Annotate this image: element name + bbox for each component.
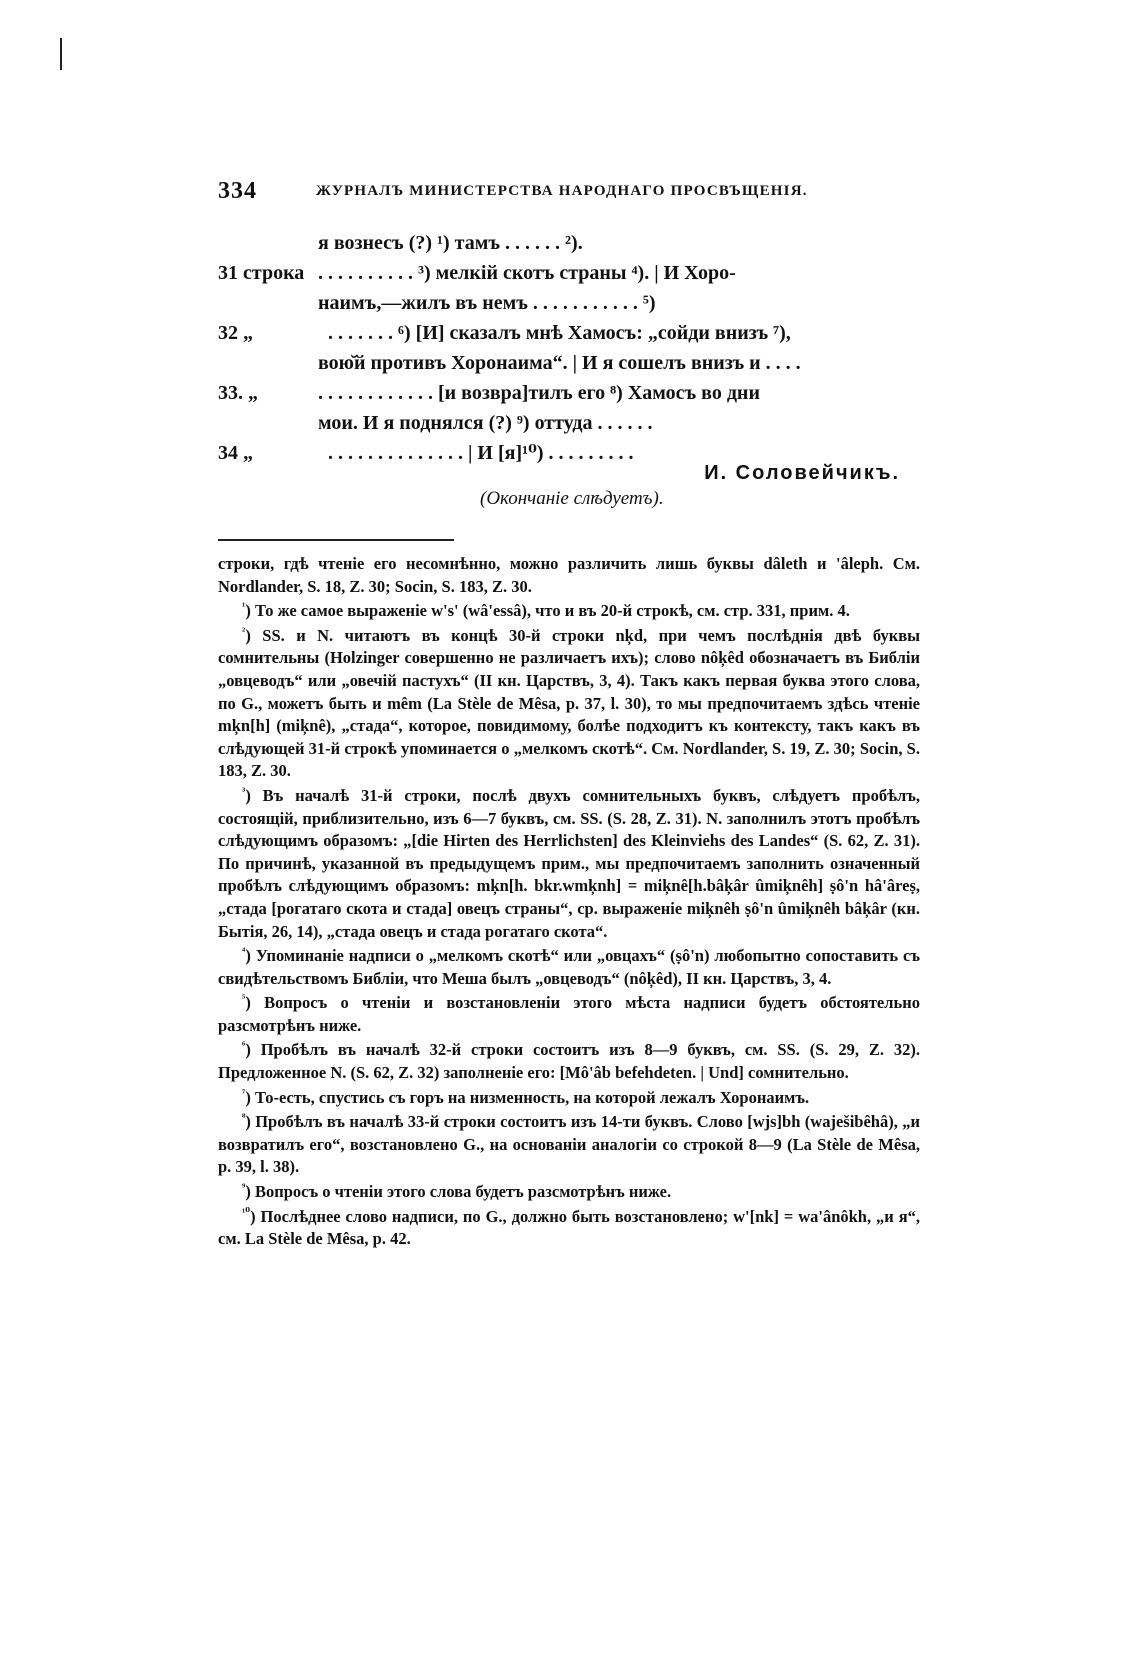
page-header xyxy=(218,178,908,212)
inscription-line xyxy=(218,318,918,348)
inscription-line xyxy=(218,378,918,408)
footnote-mark: ¹⁰ xyxy=(242,1206,251,1219)
inscription-line xyxy=(218,408,918,438)
footnote-mark: ⁶ xyxy=(242,1039,246,1052)
footnote-mark: ² xyxy=(242,625,246,638)
footnote: $^{^4}$) Упоминаніе надписи о „мелкомъ скотѣ“ или „овцахъ“ (ṣô'n) любопытно сопоставить съ свидѣтельствомъ Библіи, что Меша былъ „овцеводъ“ (nôķêd), II кн. Царствъ, 3, 4. xyxy=(218,945,921,988)
running-head: ЖУРНАЛЪ МИНИСТЕРСТВА НАРОДНАГО ПРОСВЪЩЕНІЯ. xyxy=(316,183,808,199)
footnote-mark: ⁵ xyxy=(242,992,246,1005)
inscription-line xyxy=(218,288,918,318)
footnote-mark: ⁴ xyxy=(242,945,246,958)
footnote-mark: ⁹ xyxy=(242,1181,246,1194)
scan-edge-mark xyxy=(60,38,62,70)
footnote-text: Въ началѣ 31-й строки, послѣ двухъ сомнительныхъ буквъ, слѣдуетъ пробѣлъ, состоящій, приблизительно, изъ 6—7 буквъ, см. SS. (S. 28, Z. 31). N. заполнилъ этотъ пробѣлъ слѣдующимъ образомъ: „[die Hirten des Herrlichsten] des Kleinviehs des Landes“ (S. 62, Z. 31). По причинѣ, указанной въ предыдущемъ прим., мы предпочитаемъ заполнить означенный пробѣлъ слѣдующимъ образомъ: mķn[h. bkr.wmķnh] = miķnê[h.bâķâr ûmiķnêh] ṣô'n hâ'âreṣ, „стада [рогатаго скота и стада] овецъ страны“, ср. выраженіе miķnêh ṣô'n ûmiķnêh bâķâr (кн. Бытія, 26, 14), „стада овецъ и стада рогатаго скота“. xyxy=(218,785,920,941)
footnote: $^{^1}$) То же самое выраженіе w's' (wâ'essâ), что и въ 20-й строкѣ, см. стр. 331, прим. 4. xyxy=(242,600,850,621)
footnote: $^{^{10}}$) Послѣднее слово надписи, по G., должно быть возстановлено; w'[nk] = wa'ânôkh, „и я“, см. La Stèle de Mêsa, p. 42. xyxy=(218,1206,920,1249)
author-signature: И. Соловейчикъ. xyxy=(704,462,900,484)
line-label: 33. „ xyxy=(218,382,258,404)
line-text: мои. И я поднялся (?) ⁹) оттуда . . . . . . xyxy=(318,412,653,434)
inscription-translation xyxy=(218,228,918,468)
footnote xyxy=(218,553,920,598)
line-text: . . . . . . . . . . ³) мелкій скотъ страны ⁴). | И Хоро- xyxy=(318,262,736,284)
footnote-text: Пробѣлъ въ началѣ 32-й строки состоитъ изъ 8—9 буквъ, см. SS. (S. 29, Z. 32). Предложенное N. (S. 62, Z. 32) заполненіе его: [Mô'âb befehdeten. | Und] сомнительно. xyxy=(218,1040,921,1083)
inscription-line xyxy=(218,348,918,378)
footnote-mark: ⁸ xyxy=(242,1111,246,1124)
line-text: . . . . . . . ⁶) [И] сказалъ мнѣ Хамосъ: „сойди внизъ ⁷), xyxy=(318,322,791,344)
line-text: наимъ,—жилъ въ немъ . . . . . . . . . . . ⁵) xyxy=(318,292,656,314)
footnote-text: Вопросъ о чтеніи этого слова будетъ разсмотрѣнъ ниже. xyxy=(254,1182,672,1202)
footnote-text: Вопросъ о чтеніи и возстановленіи этого мѣста надписи будетъ обстоятельно разсмотрѣнъ ниже. xyxy=(218,993,920,1035)
line-text: . . . . . . . . . . . . [и возвра]тилъ его ⁸) Хамосъ во дни xyxy=(318,382,760,404)
footnote: $^{^6}$) Пробѣлъ въ началѣ 32-й строки состоитъ изъ 8—9 буквъ, см. SS. (S. 29, Z. 32). Предложенное N. (S. 62, Z. 32) заполненіе его: [Mô'âb befehdeten. | Und] сомнительно. xyxy=(218,1039,921,1083)
footnote-text: строки, гдѣ чтеніе его несомнѣнно, можно различить лишь буквы dâleth и 'âleph. См. Nordlander, S. 18, Z. 30; Socin, S. 183, Z. 30. xyxy=(218,554,920,596)
footnote: $^{^7}$) То-есть, спустись съ горъ на низменность, на которой лежалъ Хоронаимъ. xyxy=(242,1087,810,1107)
footnote-text: SS. и N. читаютъ въ концѣ 30-й строки nķd, при чемъ послѣднія двѣ буквы сомнительны (Holzinger совершенно не различаетъ ихъ); слово nôķêd обозначаетъ въ Библіи „овцеводъ“ или „овечій пастухъ“ (II кн. Царствъ, 3, 4). Такъ какъ первая буква этого слова, по G., можетъ быть и mêm (La Stèle de Mêsa, p. 37, l. 30), то мы предпочитаемъ здѣсь чтеніе mķn[h] (miķnê), „стада“, которое, повидимому, болѣе подходитъ къ контексту, такъ какъ въ слѣдующей 31-й строкѣ упоминается о „мелкомъ скотѣ“. См. Nordlander, S. 19, Z. 30; Socin, S. 183, Z. 30. xyxy=(218,625,921,781)
page-number: 334 xyxy=(218,178,257,204)
footnote-text: То-есть, спустись съ горъ на низменность, на которой лежалъ Хоронаимъ. xyxy=(254,1087,810,1107)
footnote: $^{^8}$) Пробѣлъ въ началѣ 33-й строки состоитъ изъ 14-ти буквъ. Слово [wjs]bh (waješibêhâ), „и возвратилъ его“, возстановлено G., на основаніи аналогіи со строкой 8—9 (La Stèle de Mêsa, p. 39, l. 38). xyxy=(218,1111,920,1177)
inscription-line xyxy=(218,258,918,288)
continuation-note: (Окончаніе слѣдуетъ). xyxy=(480,488,664,509)
footnote-text: Пробѣлъ въ началѣ 33-й строки состоитъ изъ 14-ти буквъ. Слово [wjs]bh (waješibêhâ), „и возвратилъ его“, возстановлено G., на основаніи аналогіи со строкой 8—9 (La Stèle de Mêsa, p. 39, l. 38). xyxy=(218,1112,920,1177)
footnote-text: То же самое выраженіе w's' (wâ'essâ), что и въ 20-й строкѣ, см. стр. 331, прим. 4. xyxy=(254,601,850,621)
footnote: $^{^9}$) Вопросъ о чтеніи этого слова будетъ разсмотрѣнъ ниже. xyxy=(242,1181,672,1202)
footnotes xyxy=(218,553,920,1253)
line-label: 34 „ xyxy=(218,442,253,464)
footnote: $^{^3}$) Въ началѣ 31-й строки, послѣ двухъ сомнительныхъ буквъ, слѣдуетъ пробѣлъ, состоящій, приблизительно, изъ 6—7 буквъ, см. SS. (S. 28, Z. 31). N. заполнилъ этотъ пробѣлъ слѣдующимъ образомъ: „[die Hirten des Herrlichsten] des Kleinviehs des Landes“ (S. 62, Z. 31). По причинѣ, указанной въ предыдущемъ прим., мы предпочитаемъ заполнить означенный пробѣлъ слѣдующимъ образомъ: mķn[h. bkr.wmķnh] = miķnê[h.bâķâr ûmiķnêh] ṣô'n hâ'âreṣ, „стада [рогатаго скота и стада] овецъ страны“, ср. выраженіе miķnêh ṣô'n ûmiķnêh bâķâr (кн. Бытія, 26, 14), „стада овецъ и стада рогатаго скота“. xyxy=(218,785,920,941)
line-text: вою̆й противъ Хоронаима“. | И я сошелъ внизъ и . . . . xyxy=(318,352,801,374)
footnote-divider xyxy=(218,539,454,541)
footnote-text: Упоминаніе надписи о „мелкомъ скотѣ“ или „овцахъ“ (ṣô'n) любопытно сопоставить съ свидѣтельствомъ Библіи, что Меша былъ „овцеводъ“ (nôķêd), II кн. Царствъ, 3, 4. xyxy=(218,946,921,988)
footnote: $^{^5}$) Вопросъ о чтеніи и возстановленіи этого мѣста надписи будетъ обстоятельно разсмотрѣнъ ниже. xyxy=(218,992,920,1035)
line-label: 31 строка xyxy=(218,262,305,284)
line-text: я вознесъ (?) ¹) тамъ . . . . . . ²). xyxy=(318,232,583,254)
footnote-text: Послѣднее слово надписи, по G., должно быть возстановлено; w'[nk] = wa'ânôkh, „и я“, см. La Stèle de Mêsa, p. 42. xyxy=(218,1206,920,1249)
footnote-mark: ¹ xyxy=(242,600,246,613)
footnote-mark: ⁷ xyxy=(242,1087,246,1100)
line-label: 32 „ xyxy=(218,322,253,344)
inscription-line xyxy=(218,228,918,258)
footnote-mark: ³ xyxy=(242,785,246,798)
line-text: . . . . . . . . . . . . . . | И [я]¹⁰) . . . . . . . . . xyxy=(318,442,634,464)
footnote: $^{^2}$) SS. и N. читаютъ въ концѣ 30-й строки nķd, при чемъ послѣднія двѣ буквы сомнительны (Holzinger совершенно не различаетъ ихъ); слово nôķêd обозначаетъ въ Библіи „овцеводъ“ или „овечій пастухъ“ (II кн. Царствъ, 3, 4). Такъ какъ первая буква этого слова, по G., можетъ быть и mêm (La Stèle de Mêsa, p. 37, l. 30), то мы предпочитаемъ здѣсь чтеніе mķn[h] (miķnê), „стада“, которое, повидимому, болѣе подходитъ къ контексту, такъ какъ въ слѣдующей 31-й строкѣ упоминается о „мелкомъ скотѣ“. См. Nordlander, S. 19, Z. 30; Socin, S. 183, Z. 30. xyxy=(218,625,921,781)
